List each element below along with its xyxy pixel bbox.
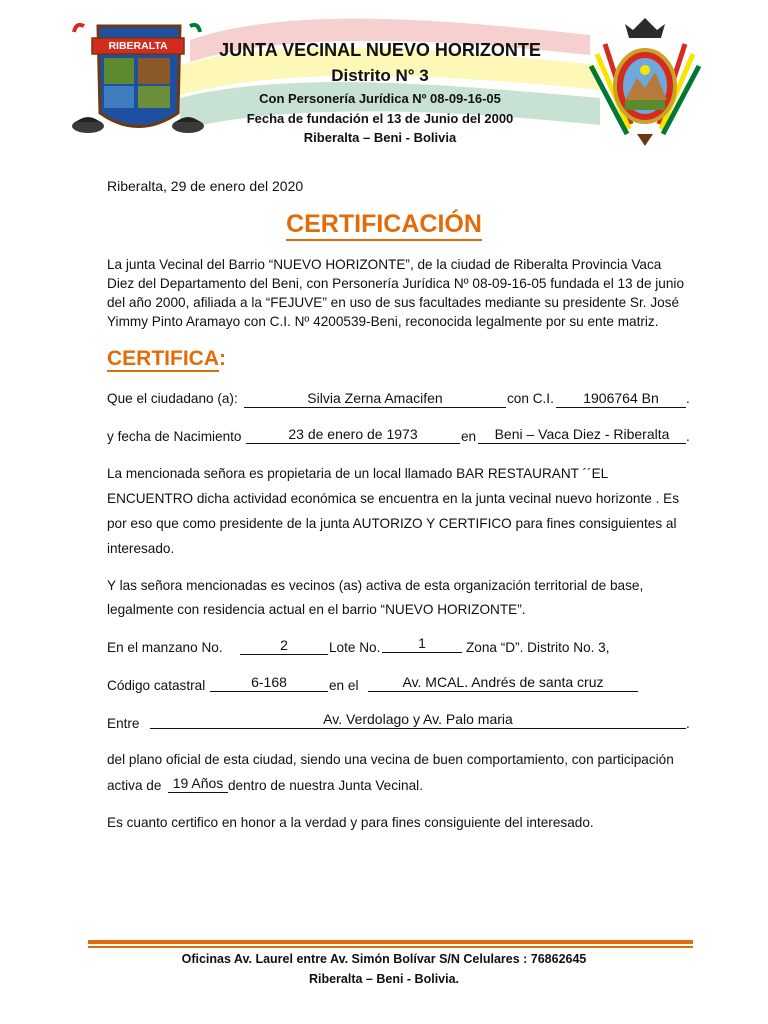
footer-line-1: Oficinas Av. Laurel entre Av. Simón Bolívar S/N Celulares : 76862645 (181, 952, 587, 966)
body1-line-1: La mencionada señora es propietaria de un local llamado BAR RESTAURANT ´´EL (107, 466, 609, 481)
manzano-label: En el manzano No. (107, 640, 223, 655)
bolivia-coat-of-arms-icon (585, 14, 705, 149)
certifica-heading-text: CERTIFICA (107, 347, 219, 370)
avenida-value: Av. MCAL. Andrés de santa cruz (368, 673, 638, 692)
entre-label: Entre (107, 716, 140, 731)
footer-divider-orange (88, 940, 693, 944)
document-title-text: CERTIFICACIÓN (286, 210, 482, 241)
catastral-label: Código catastral (107, 678, 206, 693)
org-name: JUNTA VECINAL NUEVO HORIZONTE (219, 40, 541, 60)
document-title (0, 210, 768, 239)
body2-line-2: legalmente con residencia actual en el barrio “NUEVO HORIZONTE”. (107, 602, 526, 617)
district-heading: Distrito N° 3 (331, 66, 429, 85)
certifica-colon: : (219, 347, 226, 370)
personeria-line: Con Personería Jurídica Nº 08-09-16-05 (259, 91, 501, 106)
footer-divider-thin (88, 946, 693, 948)
intro-line-3: del año 2000, afiliada a la “FEJUVE” en uso de sus facultades mediante su presidente Sr. José (107, 295, 680, 310)
activa-label: activa de (107, 778, 162, 793)
intro-line-2: Diez del Departamento del Beni, con Personería Jurídica Nº 08-09-16-05 fundada el 13 de junio (107, 276, 685, 291)
intro-line-4: Yimmy Pinto Aramayo con C.I. Nº 4200539-Beni, reconocida legalmente por su ente matriz. (107, 314, 659, 329)
catastral-value: 6-168 (210, 673, 328, 692)
manzano-value: 2 (240, 636, 328, 655)
ci-value: 1906764 Bn (556, 389, 686, 408)
lote-label: Lote No. (329, 640, 381, 655)
intro-line-1: La junta Vecinal del Barrio “NUEVO HORIZONTE”, de la ciudad de Riberalta Provincia Vaca (107, 257, 662, 272)
years-value: 19 Años (168, 774, 228, 793)
body3-line-2-rest: dentro de nuestra Junta Vecinal. (228, 778, 423, 793)
ciudadano-value: Silvia Zerna Amacifen (244, 389, 506, 408)
body1-line-3: por eso que como presidente de la junta AUTORIZO Y CERTIFICO para fines consiguientes al (107, 516, 677, 531)
body1-line-2: ENCUENTRO dicha actividad económica se encuentra en la junta vecinal nuevo horizonte . Es (107, 491, 679, 506)
certifica-heading (107, 347, 226, 371)
closing-line: Es cuanto certifico en honor a la verdad y para fines consiguiente del interesado. (107, 815, 594, 830)
body2-line-1: Y las señora mencionadas es vecinos (as) activa de esta organización territorial de base, (107, 578, 644, 593)
body1-line-4: interesado. (107, 541, 175, 556)
entre-period: . (686, 716, 690, 731)
nacimiento-value: 23 de enero de 1973 (246, 425, 460, 444)
fundacion-line: Fecha de fundación el 13 de Junio del 2000 (246, 111, 514, 126)
entre-value: Av. Verdolago y Av. Palo maria (150, 710, 686, 729)
ci-period: . (686, 391, 690, 406)
ciudadano-label: Que el ciudadano (a): (107, 391, 238, 406)
lugar-value: Beni – Vaca Diez - Riberalta (478, 425, 686, 444)
date-line: Riberalta, 29 de enero del 2020 (107, 178, 304, 194)
en-label: en (461, 429, 477, 444)
zona-text: Zona “D”. Distrito No. 3, (466, 640, 610, 655)
header-location-line: Riberalta – Beni - Bolivia (303, 130, 457, 145)
en-el-label: en el (329, 678, 359, 693)
nacimiento-label: y fecha de Nacimiento (107, 429, 242, 444)
body3-line-1: del plano oficial de esta ciudad, siendo una vecina de buen comportamiento, con participación (107, 752, 674, 767)
ci-label: con C.I. (507, 391, 554, 406)
lugar-period: . (686, 429, 690, 444)
footer-line-2: Riberalta – Beni - Bolivia. (308, 972, 460, 986)
riberalta-seal-label: RIBERALTA (108, 40, 168, 52)
lote-value: 1 (382, 634, 462, 653)
